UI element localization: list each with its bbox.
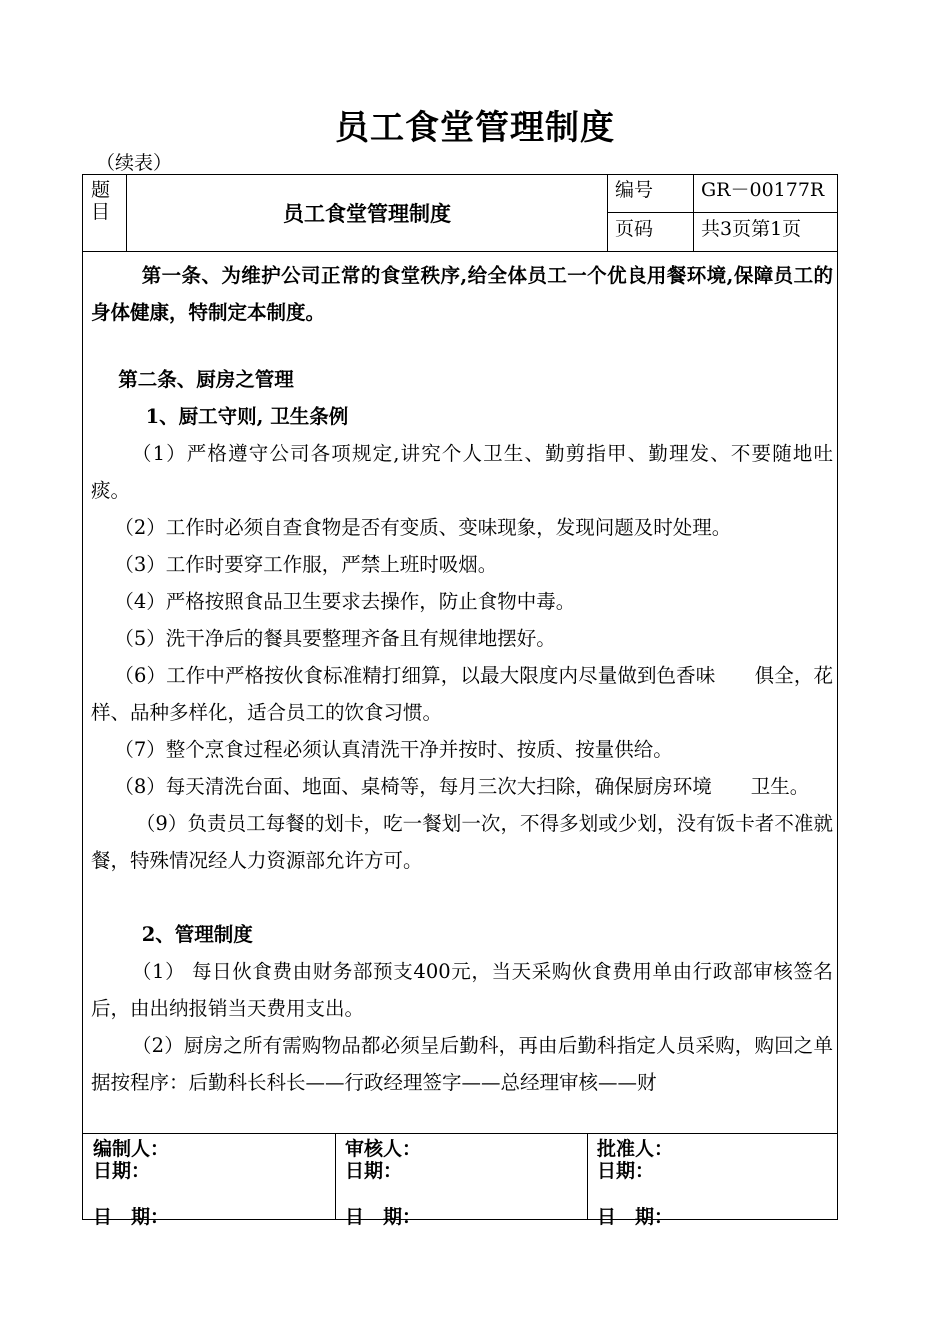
subject-value: 员工食堂管理制度 <box>283 201 451 226</box>
list-item: （2）厨房之所有需购物品都必须呈后勤科，再由后勤科指定人员采购，购回之单据按程序：后勤科长科长——行政经理签字——总经理审核——财 <box>91 1034 833 1094</box>
page-label: 页码 <box>615 218 654 240</box>
list-item: （8）每天清洗台面、地面、桌椅等，每月三次大扫除，确保厨房环境 卫生。 <box>114 775 810 798</box>
spacer <box>91 879 833 916</box>
reviewed-by-cell <box>335 1134 587 1228</box>
reviewed-by-label: 审核人： <box>345 1138 422 1160</box>
date-label: 日 期： <box>597 1206 674 1228</box>
document-table <box>82 174 838 1228</box>
page-title: 员工食堂管理制度 <box>335 108 615 148</box>
divider <box>607 212 837 213</box>
list-item: （2）工作时必须自查食物是否有变质、变味现象，发现问题及时处理。 <box>114 516 732 539</box>
prepared-by-label: 编制人： <box>93 1138 170 1160</box>
divider <box>693 175 694 251</box>
date-label: 日期： <box>597 1160 655 1182</box>
spacer <box>91 331 833 361</box>
article-2: 第二条、厨房之管理 <box>118 368 294 391</box>
code-label: 编号 <box>615 179 654 201</box>
list-item: （3）工作时要穿工作服，严禁上班时吸烟。 <box>114 553 498 576</box>
document-body <box>91 257 833 1101</box>
page-value: 共3页第1页 <box>701 218 802 240</box>
list-item: （6）工作中严格按伙食标准精打细算，以最大限度内尽量做到色香味 俱全，花样、品种多样化，适合员工的饮食习惯。 <box>91 664 833 724</box>
date-label: 日期： <box>345 1160 403 1182</box>
date-label: 日 期： <box>93 1206 170 1228</box>
list-item: （1） 每日伙食费由财务部预支400元，当天采购伙食费用单由行政部审核签名后，由出纳报销当天费用支出。 <box>91 960 833 1020</box>
section-2-heading: 2、管理制度 <box>141 923 253 946</box>
code-value: GR－00177R <box>701 179 825 201</box>
approved-by-label: 批准人： <box>597 1138 674 1160</box>
article-1: 第一条、为维护公司正常的食堂秩序,给全体员工一个优良用餐环境,保障员工的身体健康，特制定本制度。 <box>91 264 834 324</box>
approved-by-cell <box>587 1134 837 1228</box>
list-item: （5）洗干净后的餐具要整理齐备且有规律地摆好。 <box>114 627 556 650</box>
list-item: （4）严格按照食品卫生要求去操作，防止食物中毒。 <box>114 590 576 613</box>
continued-label: （续表） <box>96 152 173 174</box>
divider <box>607 175 608 251</box>
prepared-by-cell <box>83 1134 335 1228</box>
date-label: 日期： <box>93 1160 151 1182</box>
list-item: （7）整个烹食过程必须认真清洗干净并按时、按质、按量供给。 <box>114 738 673 761</box>
list-item: （1）严格遵守公司各项规定,讲究个人卫生、勤剪指甲、勤理发、不要随地吐痰。 <box>91 442 833 502</box>
header-block <box>83 175 837 252</box>
list-item: （9）负责员工每餐的划卡，吃一餐划一次，不得多划或少划，没有饭卡者不准就餐，特殊情况经人力资源部允许方可。 <box>91 812 833 872</box>
date-label: 日 期： <box>345 1206 422 1228</box>
subject-label: 题目 <box>91 179 111 223</box>
signature-block <box>83 1133 837 1228</box>
section-1-heading: 1、厨工守则, 卫生条例 <box>145 405 349 428</box>
